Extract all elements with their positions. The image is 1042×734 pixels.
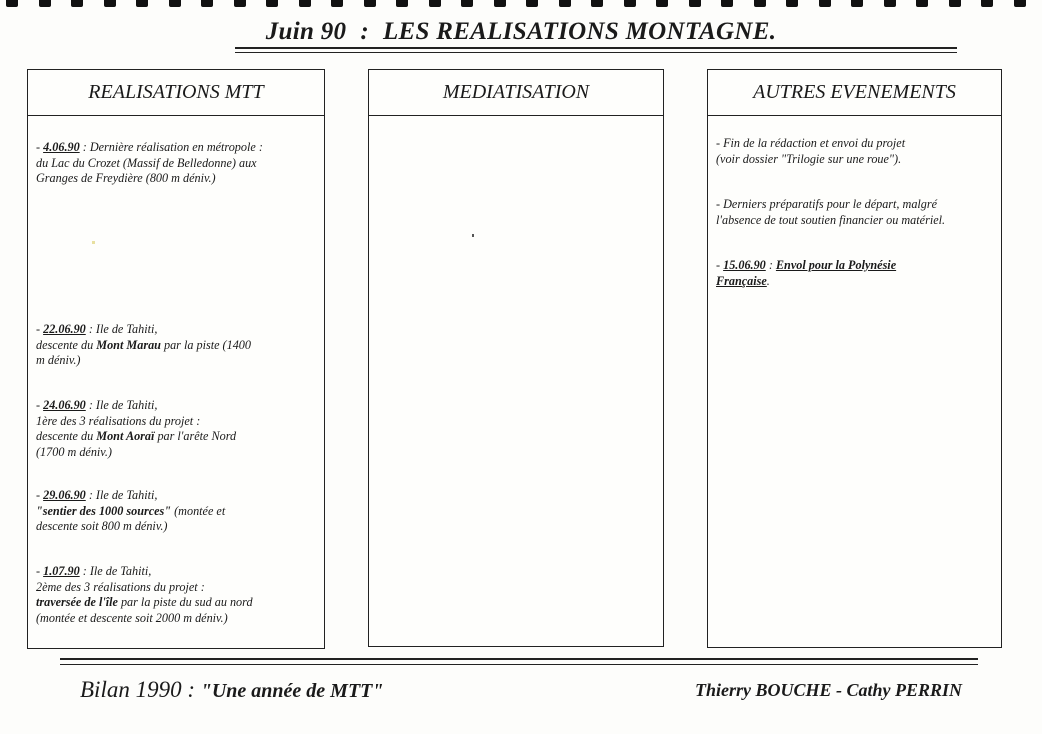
binding-hole [364,0,376,7]
binding-hole [981,0,993,7]
entry-1-07-90: - 1.07.90 : Ile de Tahiti, 2ème des 3 réalisations du projet : traversée de l'île par la piste du sud au nord (montée et descente soit 2000 m déniv.) [36,564,253,625]
binding-hole [299,0,311,7]
binding-hole [104,0,116,7]
binding-hole [754,0,766,7]
entry-24-06-90: - 24.06.90 : Ile de Tahiti, 1ère des 3 réalisations du projet : descente du Mont Aoraï par l'arête Nord (1700 m déniv.) [36,398,237,459]
binding-hole [39,0,51,7]
binding-hole [169,0,181,7]
binding-hole [624,0,636,7]
binding-hole [721,0,733,7]
title-text: LES REALISATIONS MONTAGNE. [382,18,777,45]
entry-4-06-90: - 4.06.90 : Dernière réalisation en métropole : du Lac du Crozet (Massif de Belledonne) aux Granges de Freydière (800 m déniv.) [36,140,263,185]
column-autres-evenements [707,69,1002,648]
binding-hole [1014,0,1026,7]
title-separator: : [360,18,369,45]
binding-hole [916,0,928,7]
scan-speck [472,234,474,237]
column-heading-realisations: REALISATIONS MTT [28,70,324,116]
entry-preparatifs: - Derniers préparatifs pour le départ, malgré l'absence de tout soutien financier ou matériel. [716,197,946,227]
entry-date: 24.06.90 [43,398,86,412]
binding-hole [851,0,863,7]
footer-rule [60,658,978,665]
entry-15-06-90: - 15.06.90 : Envol pour la Polynésie Française. [716,258,897,288]
binding-hole [234,0,246,7]
binding-hole [494,0,506,7]
binding-hole [526,0,538,7]
entry-date: 29.06.90 [43,488,86,502]
spiral-binding [0,0,1042,10]
entry-date: 4.06.90 [43,140,80,154]
page-title [0,18,1042,46]
title-month: Juin 90 [265,18,347,45]
entry-29-06-90: - 29.06.90 : Ile de Tahiti, "sentier des 1000 sources" (montée et descente soit 800 m déniv.) [36,488,226,533]
binding-hole [6,0,18,7]
binding-hole [689,0,701,7]
binding-hole [656,0,668,7]
binding-hole [266,0,278,7]
entry-date: 15.06.90 [723,258,766,272]
binding-hole [201,0,213,7]
entry-fin-redaction: - Fin de la rédaction et envoi du projet (voir dossier "Trilogie sur une roue"). [716,136,906,166]
binding-hole [396,0,408,7]
binding-hole [331,0,343,7]
binding-hole [559,0,571,7]
scan-speck [92,241,95,244]
column-mediatisation [368,69,664,647]
column-realisations-mtt [27,69,325,649]
binding-hole [591,0,603,7]
binding-hole [429,0,441,7]
binding-hole [136,0,148,7]
binding-hole [949,0,961,7]
entry-date: 22.06.90 [43,322,86,336]
entry-date: 1.07.90 [43,564,80,578]
footer-bilan: Bilan 1990 : "Une année de MTT" [80,677,384,702]
binding-hole [786,0,798,7]
footer-authors: Thierry BOUCHE - Cathy PERRIN [694,680,962,700]
binding-hole [819,0,831,7]
column-heading-autres: AUTRES EVENEMENTS [708,70,1001,116]
title-underline [235,47,957,53]
column-heading-mediatisation: MEDIATISATION [369,70,663,116]
entry-22-06-90: - 22.06.90 : Ile de Tahiti, descente du Mont Marau par la piste (1400 m déniv.) [36,322,251,367]
binding-hole [71,0,83,7]
binding-hole [884,0,896,7]
binding-hole [461,0,473,7]
